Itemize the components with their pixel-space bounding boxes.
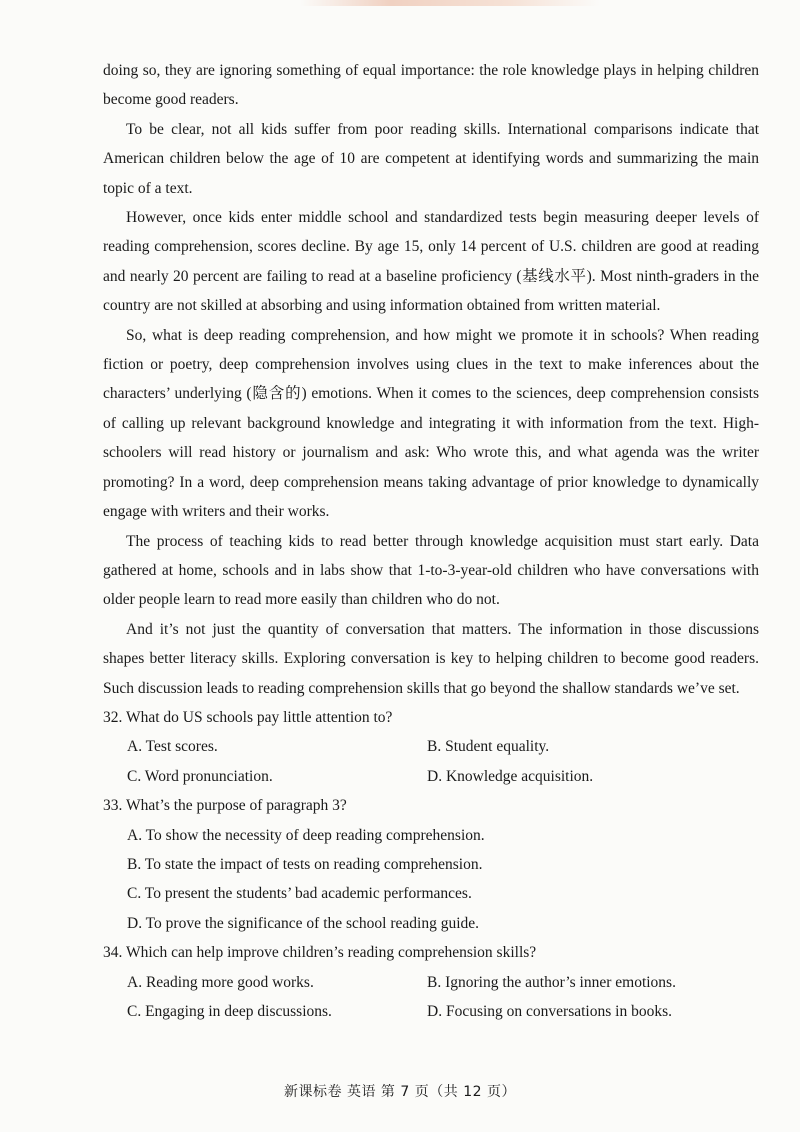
option-c: C. Engaging in deep discussions. [127, 1003, 332, 1020]
option-b: B. Student equality. [427, 738, 550, 756]
passage-paragraph: The process of teaching kids to read better through knowledge acquisition must start early. Data gathered at home, schools and in labs show that 1-to-3-year-old children who have conversations with older people learn to read more easily than children who do not. [103, 532, 759, 609]
option-a: A. Test scores. [127, 738, 218, 756]
passage-paragraph: However, once kids enter middle school and standardized tests begin measuring deeper levels of reading comprehension, scores decline. By age 15, only 14 percent of U.S. children are good at reading and nearly 20 percent are failing to read at a baseline proficiency (基线水平). Most ninth-graders in the country are not skilled at absorbing and using information obtained from written material. [103, 209, 759, 315]
option-c: C. To present the students’ bad academic performances. [127, 885, 472, 903]
question-options [103, 968, 759, 1027]
passage-paragraph: And it’s not just the quantity of conversation that matters. The information in those discussions shapes better literacy skills. Exploring conversation is key to helping children to become good readers. Such discussion leads to reading comprehension skills that go beyond the shallow standards we’ve set. [103, 620, 759, 697]
option-d: D. Knowledge acquisition. [427, 767, 594, 785]
passage-paragraph: So, what is deep reading comprehension, and how might we promote it in schools? When reading fiction or poetry, deep comprehension involves using clues in the text to make inferences about the characters’ underlying (隐含的) emotions. When it comes to the sciences, deep comprehension consists of calling up relevant background knowledge and integrating it with information from the text. High-schoolers will read history or journalism and ask: Who wrote this, and what agenda was the writer promoting? In a word, deep comprehension means taking advantage of prior knowledge to dynamically engage with writers and their works. [103, 326, 759, 521]
option-a: A. To show the necessity of deep reading comprehension. [127, 826, 485, 844]
question-stem: 33. What’s the purpose of paragraph 3? [103, 797, 347, 815]
option-a: A. Reading more good works. [127, 973, 314, 991]
question-options [103, 821, 759, 939]
option-b: B. Ignoring the author’s inner emotions. [427, 973, 676, 991]
question-options [103, 732, 759, 791]
option-d: D. To prove the significance of the school reading guide. [127, 914, 480, 932]
question-stem: 32. What do US schools pay little attention to? [103, 708, 393, 726]
question-33 [103, 791, 759, 938]
option-d: D. Focusing on conversations in books. [427, 1003, 672, 1020]
passage-paragraph: doing so, they are ignoring something of equal importance: the role knowledge plays in helping children become good readers. [103, 62, 759, 109]
option-c: C. Word pronunciation. [127, 767, 273, 785]
scan-top-mark [300, 0, 600, 6]
option-b: B. To state the impact of tests on reading comprehension. [127, 855, 483, 873]
exam-page [103, 56, 759, 1026]
question-32 [103, 703, 759, 791]
passage-paragraph: To be clear, not all kids suffer from poor reading skills. International comparisons indicate that American children below the age of 10 are competent at identifying words and summarizing the main topic of a text. [103, 120, 759, 197]
question-stem: 34. Which can help improve children’s reading comprehension skills? [103, 944, 537, 962]
page-footer: 新课标卷 英语 第 7 页（共 12 页） [284, 1084, 516, 1100]
question-34 [103, 938, 759, 1026]
